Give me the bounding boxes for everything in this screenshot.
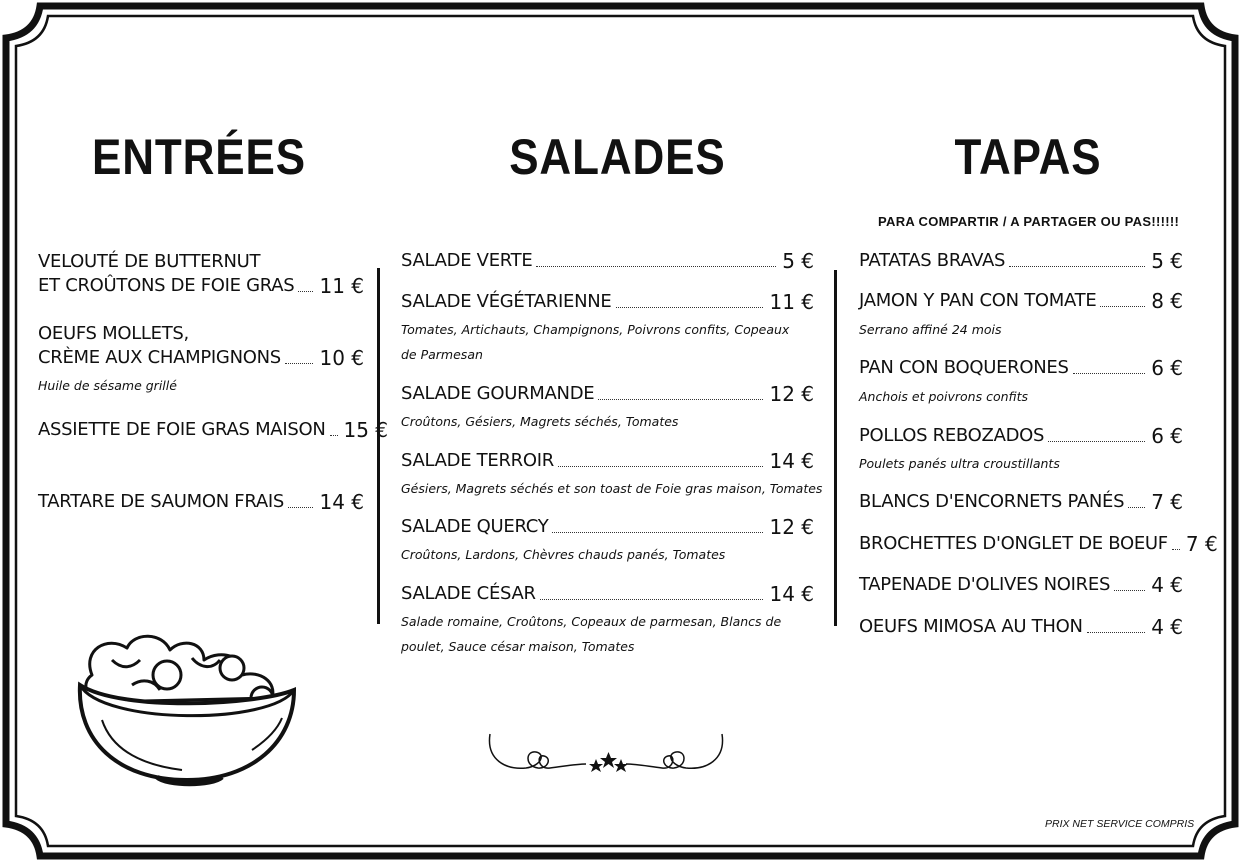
entree-item-name: ET CROÛTONS DE FOIE GRAS bbox=[38, 275, 295, 296]
tapas-item bbox=[859, 573, 1183, 597]
tapas-item-desc: Poulets panés ultra croustillants bbox=[859, 456, 1060, 471]
salade-item-name: SALADE GOURMANDE bbox=[401, 383, 595, 404]
tapas-item-name: PAN CON BOQUERONES bbox=[859, 357, 1069, 378]
divider-left bbox=[377, 268, 380, 624]
salad-bowl-icon bbox=[72, 630, 302, 790]
salade-item bbox=[401, 249, 814, 273]
dot-leader bbox=[1073, 373, 1146, 374]
entree-item-price: 14 € bbox=[319, 490, 364, 514]
dot-leader bbox=[1128, 507, 1145, 508]
tapas-item bbox=[859, 532, 1218, 556]
salade-item-desc: Gésiers, Magrets séchés et son toast de Foie gras maison, Tomates bbox=[401, 481, 823, 496]
tapas-item-name: OEUFS MIMOSA AU THON bbox=[859, 616, 1083, 637]
tapas-item-price: 4 € bbox=[1151, 573, 1183, 597]
salade-item-name: SALADE VERTE bbox=[401, 250, 533, 271]
tapas-item-price: 7 € bbox=[1151, 490, 1183, 514]
entree-item bbox=[38, 418, 389, 442]
salade-item-price: 14 € bbox=[769, 449, 814, 473]
salade-item bbox=[401, 582, 814, 606]
entree-item-name: VELOUTÉ DE BUTTERNUT bbox=[38, 251, 261, 272]
tapas-subtitle: PARA COMPARTIR / A PARTAGER OU PAS!!!!!! bbox=[878, 214, 1180, 229]
tapas-item-price: 7 € bbox=[1185, 532, 1218, 556]
dot-leader bbox=[552, 532, 763, 533]
tapas-item-desc: Anchois et poivrons confits bbox=[859, 389, 1029, 404]
salade-item-name: SALADE TERROIR bbox=[401, 450, 554, 471]
dot-leader bbox=[536, 266, 776, 267]
salade-item-name: SALADE VÉGÉTARIENNE bbox=[401, 291, 612, 312]
dot-leader bbox=[598, 399, 763, 400]
entree-item-name: OEUFS MOLLETS, bbox=[38, 323, 189, 344]
salades-title: SALADES bbox=[509, 129, 726, 185]
tapas-item bbox=[859, 356, 1183, 380]
tapas-item-price: 6 € bbox=[1151, 356, 1183, 380]
dot-leader bbox=[540, 599, 764, 600]
dot-leader bbox=[1009, 266, 1145, 267]
salade-item-desc: Tomates, Artichauts, Champignons, Poivrons confits, Copeaux de Parmesan bbox=[401, 322, 790, 362]
dot-leader bbox=[1100, 306, 1145, 307]
dot-leader bbox=[1087, 632, 1146, 633]
salade-item-name: SALADE CÉSAR bbox=[401, 583, 536, 604]
tapas-item bbox=[859, 490, 1183, 514]
dot-leader bbox=[298, 291, 313, 292]
footer-note: PRIX NET SERVICE COMPRIS bbox=[1045, 818, 1195, 830]
salade-item-price: 5 € bbox=[782, 249, 814, 273]
tapas-item-name: JAMON Y PAN CON TOMATE bbox=[859, 290, 1097, 311]
divider-right bbox=[834, 270, 837, 626]
dot-leader bbox=[330, 435, 338, 436]
tapas-item bbox=[859, 424, 1183, 448]
entree-item bbox=[38, 490, 364, 514]
salade-item-name: SALADE QUERCY bbox=[401, 516, 549, 537]
tapas-item bbox=[859, 615, 1183, 639]
entree-item-name: ASSIETTE DE FOIE GRAS MAISON bbox=[38, 419, 326, 440]
salade-item-desc: Croûtons, Gésiers, Magrets séchés, Tomates bbox=[401, 414, 679, 429]
salade-item-price: 11 € bbox=[769, 290, 814, 314]
salade-item bbox=[401, 290, 814, 314]
tapas-item-name: POLLOS REBOZADOS bbox=[859, 425, 1045, 446]
salade-item-price: 12 € bbox=[769, 382, 814, 406]
entree-item bbox=[38, 322, 364, 370]
dot-leader bbox=[285, 363, 314, 364]
dot-leader bbox=[616, 307, 764, 308]
tapas-item-name: PATATAS BRAVAS bbox=[859, 250, 1006, 271]
tapas-item-name: BROCHETTES D'ONGLET DE BOEUF bbox=[859, 533, 1168, 554]
salade-item-price: 14 € bbox=[769, 582, 814, 606]
tapas-item-desc: Serrano affiné 24 mois bbox=[859, 322, 1002, 337]
entree-item-price: 11 € bbox=[319, 274, 364, 298]
entree-item-price: 15 € bbox=[343, 418, 389, 442]
entrees-title: ENTRÉES bbox=[92, 129, 306, 185]
salade-item-price: 12 € bbox=[769, 515, 814, 539]
entree-item-name: TARTARE DE SAUMON FRAIS bbox=[38, 491, 284, 512]
tapas-item-price: 8 € bbox=[1151, 289, 1183, 313]
entree-item-price: 10 € bbox=[319, 346, 364, 370]
salade-item bbox=[401, 382, 814, 406]
tapas-item-price: 5 € bbox=[1151, 249, 1183, 273]
tapas-item-price: 6 € bbox=[1151, 424, 1183, 448]
entree-item-name: CRÈME AUX CHAMPIGNONS bbox=[38, 347, 281, 368]
salade-item bbox=[401, 449, 814, 473]
salade-item bbox=[401, 515, 814, 539]
entree-item-desc: Huile de sésame grillé bbox=[38, 378, 177, 393]
tapas-item-price: 4 € bbox=[1151, 615, 1183, 639]
dot-leader bbox=[1048, 441, 1145, 442]
tapas-item bbox=[859, 249, 1183, 273]
dot-leader bbox=[288, 507, 313, 508]
salade-item-desc: Salade romaine, Croûtons, Copeaux de parmesan, Blancs de poulet, Sauce césar maison, Tomates bbox=[401, 614, 782, 654]
dot-leader bbox=[1114, 590, 1145, 591]
tapas-item-name: BLANCS D'ENCORNETS PANÉS bbox=[859, 491, 1125, 512]
tapas-item bbox=[859, 289, 1183, 313]
tapas-title: TAPAS bbox=[954, 129, 1102, 185]
dot-leader bbox=[558, 466, 764, 467]
entree-item bbox=[38, 250, 364, 298]
tapas-item-name: TAPENADE D'OLIVES NOIRES bbox=[859, 574, 1111, 595]
flourish-ornament-icon bbox=[486, 730, 726, 778]
dot-leader bbox=[1172, 549, 1180, 550]
salade-item-desc: Croûtons, Lardons, Chèvres chauds panés, Tomates bbox=[401, 547, 726, 562]
